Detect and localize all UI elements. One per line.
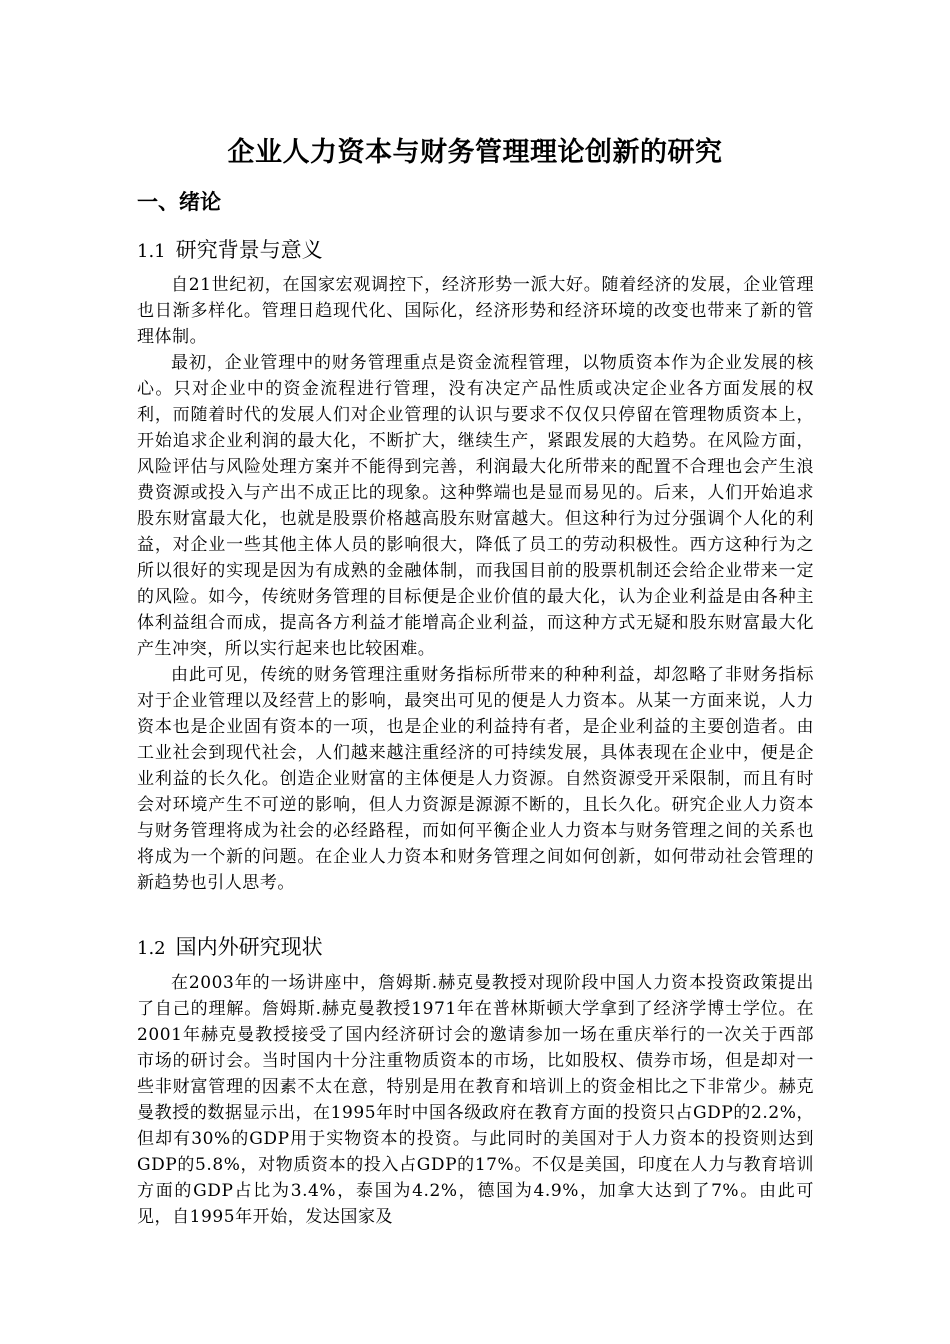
subsection-heading-background xyxy=(137,234,323,268)
subsection-number: 1.1 xyxy=(137,241,166,262)
paragraph: 最初，企业管理中的财务管理重点是资金流程管理，以物质资本作为企业发展的核心。只对企业中的资金流程进行管理，没有决定产品性质或决定企业各方面发展的权利，而随着时代的发展人们对企业管理的认识与要求不仅仅只停留在管理物质资本上，开始追求企业利润的最大化，不断扩大，继续生产，紧跟发展的大趋势。在风险方面，风险评估与风险处理方案并不能得到完善，利润最大化所带来的配置不合理也会产生浪费资源或投入与产出不成正比的现象。这种弊端也是显而易见的。后来，人们开始追求股东财富最大化，也就是股票价格越高股东财富越大。但这种行为过分强调个人化的利益，对企业一些其他主体人员的影响很大，降低了员工的劳动积极性。西方这种行为之所以很好的实现是因为有成熟的金融体制，而我国目前的股票机制还会给企业带来一定的风险。如今，传统财务管理的目标便是企业价值的最大化，认为企业利益是由各种主体利益组合而成，提高各方利益才能增高企业利益，而这种方式无疑和股东财富最大化产生冲突，所以实行起来也比较困难。 xyxy=(137,353,814,659)
subsection-number: 1.2 xyxy=(137,938,166,959)
section-heading-introduction: 一、绪论 xyxy=(137,190,221,214)
document-title: 企业人力资本与财务管理理论创新的研究 xyxy=(227,137,723,168)
section-body-background xyxy=(137,272,814,896)
paragraph: 自21世纪初，在国家宏观调控下，经济形势一派大好。随着经济的发展，企业管理也日渐多样化。管理日趋现代化、国际化，经济形势和经济环境的改变也带来了新的管理体制。 xyxy=(137,275,814,347)
section-body-research-status xyxy=(137,970,814,1230)
subsection-title: 研究背景与意义 xyxy=(175,238,323,262)
subsection-title: 国内外研究现状 xyxy=(175,935,323,959)
paragraph: 由此可见，传统的财务管理注重财务指标所带来的种种利益，却忽略了非财务指标对于企业管理以及经营上的影响，最突出可见的便是人力资本。从某一方面来说，人力资本也是企业固有资本的一项，也是企业的利益持有者，是企业利益的主要创造者。由工业社会到现代社会，人们越来越注重经济的可持续发展，具体表现在企业中，便是企业利益的长久化。创造企业财富的主体便是人力资源。自然资源受开采限制，而且有时会对环境产生不可逆的影响，但人力资源是源源不断的，且长久化。研究企业人力资本与财务管理将成为社会的必经路程，而如何平衡企业人力资本与财务管理之间的关系也将成为一个新的问题。在企业人力资本和财务管理之间如何创新，如何带动社会管理的新趋势也引人思考。 xyxy=(137,665,814,893)
paragraph: 在2003年的一场讲座中，詹姆斯.赫克曼教授对现阶段中国人力资本投资政策提出了自己的理解。詹姆斯.赫克曼教授1971年在普林斯顿大学拿到了经济学博士学位。在2001年赫克曼教授接受了国内经济研讨会的邀请参加一场在重庆举行的一次关于西部市场的研讨会。当时国内十分注重物质资本的市场，比如股权、债券市场，但是却对一些非财富管理的因素不太在意，特别是用在教育和培训上的资金相比之下非常少。赫克曼教授的数据显示出，在1995年时中国各级政府在教育方面的投资只占GDP的2.2%，但却有30%的GDP用于实物资本的投资。与此同时的美国对于人力资本的投资则达到GDP的5.8%，对物质资本的投入占GDP的17%。不仅是美国，印度在人力与教育培训方面的GDP占比为3.4%，泰国为4.2%，德国为4.9%，加拿大达到了7%。由此可见，自1995年开始，发达国家及 xyxy=(137,973,814,1227)
subsection-heading-research-status xyxy=(137,931,323,965)
